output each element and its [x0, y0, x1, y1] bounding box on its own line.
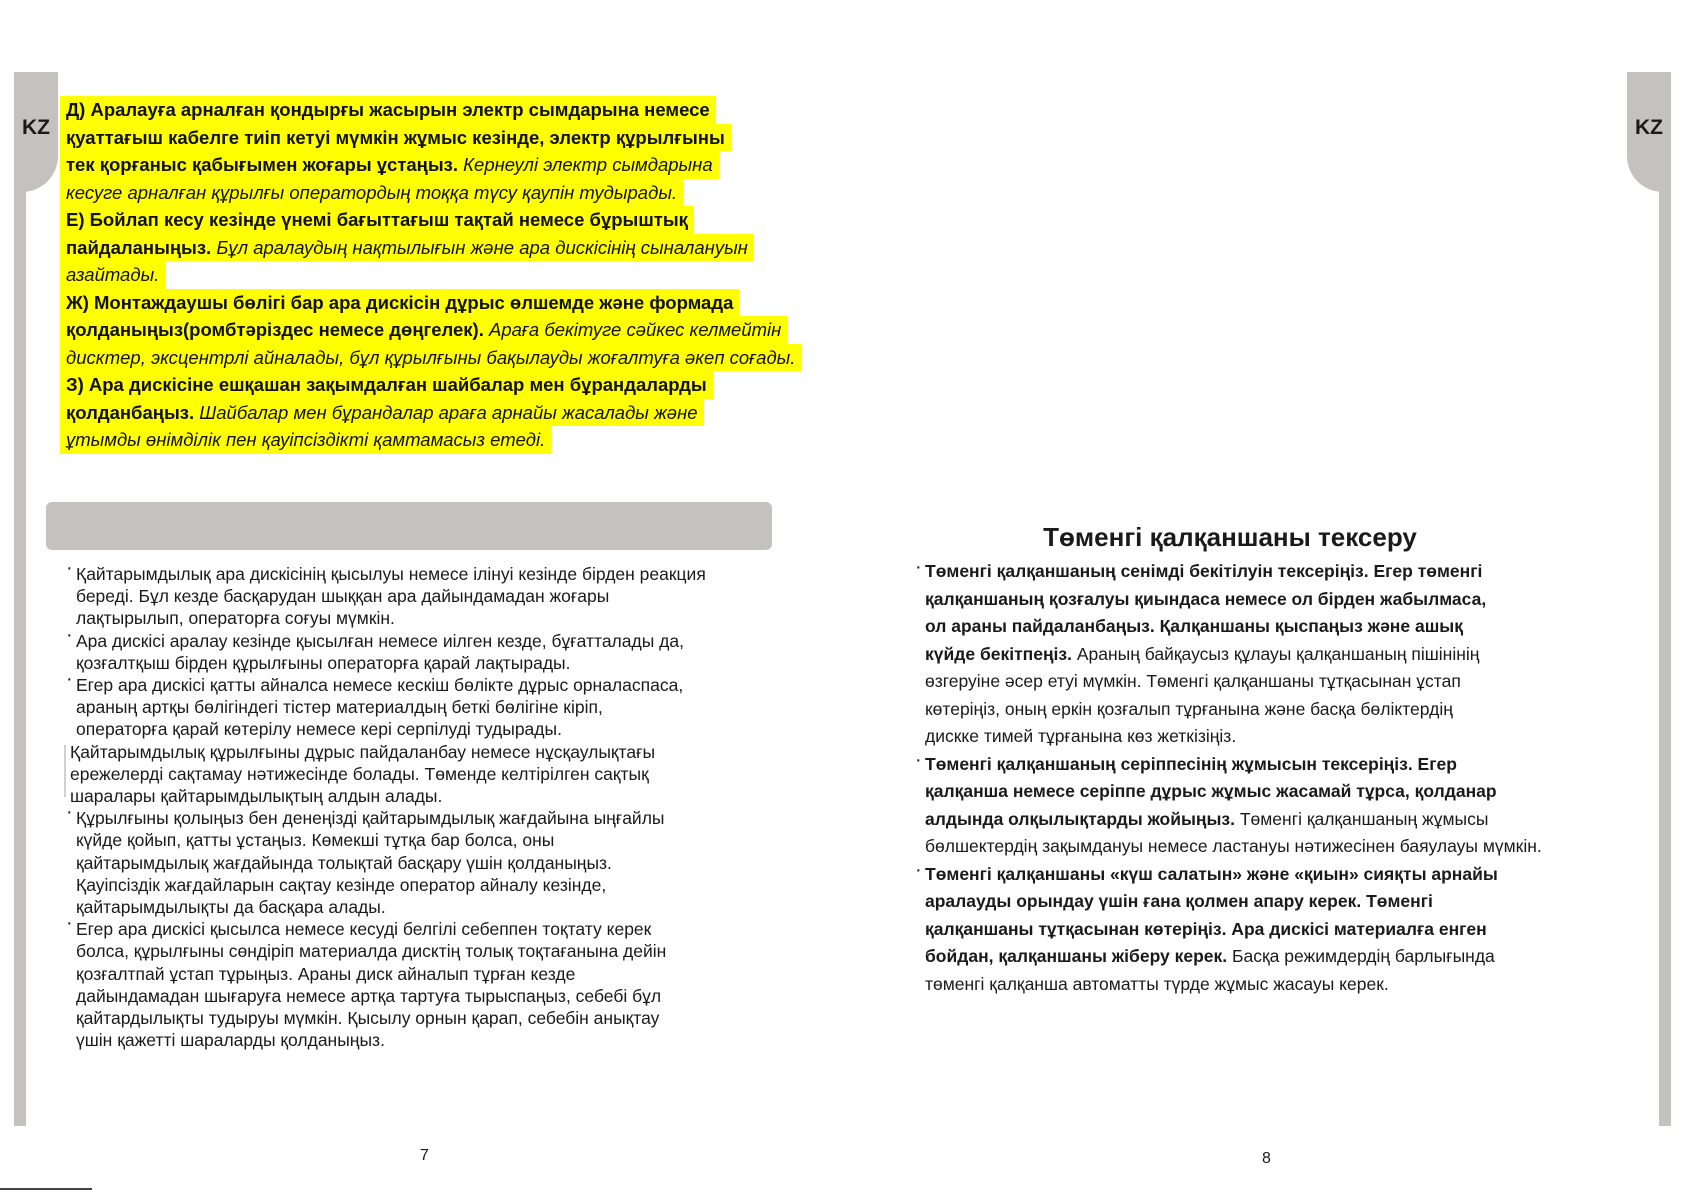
text-run: аралауды орындау үшін ғана қолмен апару керек. Төменгі	[925, 891, 1433, 911]
text-line	[915, 613, 1635, 641]
highlight-mark	[60, 179, 683, 207]
language-tab-left	[14, 72, 58, 1126]
text-run: ұтымды өнімділік пен қауіпсіздікті қамтамасыз етеді.	[66, 429, 546, 450]
text-line	[915, 668, 1635, 696]
text-run: қалқаншаны тұтқасынан көтеріңіз. Ара дискісі материалға енген	[925, 918, 1487, 939]
text-run: кесуге арналған құрылғы оператордың тоққа түсу қаупін тудырады.	[66, 181, 678, 203]
text-run: қолданбаңыз.	[66, 401, 200, 423]
text-line: лақтырылып, операторға соғуы мүмкін.	[76, 608, 395, 629]
text-line	[915, 943, 1635, 971]
text-line: Қауіпсіздік жағдайларын сақтау кезінде оператор айналу кезінде,	[76, 874, 607, 895]
highlight-line	[60, 234, 890, 262]
text-line: ережелерді сақтамау нәтижесінде болады. Төменде келтірілген сақтық	[70, 763, 649, 784]
highlight-line	[60, 426, 890, 454]
text-line: шаралары қайтарымдылықтың алдын алады.	[70, 786, 443, 807]
highlight-mark	[60, 206, 694, 234]
text-run: ол араны пайдаланбаңыз. Қалқаншаны қыспаңыз және ашық	[925, 616, 1463, 636]
text-line: береді. Бұл кезде басқарудан шыққан ара дайындамадан жоғары	[76, 586, 610, 607]
text-run: қуаттағыш кабелге тиіп кетуі мүмкін жұмыс кезінде, электр құрылғыны	[66, 126, 725, 148]
text-run: Төменгі қалқаншаның серіппесінің жұмысын тексеріңіз. Егер	[925, 753, 1457, 774]
text-run: тек қорғаныс қабығымен жоғары ұстаңыз.	[66, 154, 464, 175]
highlight-mark	[60, 124, 731, 152]
highlight-line	[60, 371, 890, 399]
text-run: Бұл аралаудың нақтылығын және ара дискісінің сыналануын	[216, 236, 748, 258]
bullet-item: · Егер ара дискісі қысылса немесе кесуді белгілі себеппен тоқтату керек	[66, 918, 826, 940]
text-run: өзгеруіне әсер етуі мүмкін. Төменгі қалқаншаны тұтқасынан ұстап	[925, 671, 1461, 691]
text-line: Қайтарымдылық құрылғыны дұрыс пайдаланбау немесе нұсқаулықтағы	[70, 741, 656, 762]
highlight-mark	[60, 344, 801, 372]
text-run: Араның байқаусыз құлауы қалқаншаның пішінінің	[1071, 643, 1480, 664]
highlight-line	[60, 289, 890, 317]
highlight-mark	[60, 399, 704, 427]
highlight-line	[60, 344, 890, 372]
text-run: қолданыңыз(ромбтәріздес немесе дөңгелек).	[66, 319, 489, 340]
text-line: күйде қойып, қатты ұстаңыз. Көмекші тұтқа бар болса, оны	[76, 830, 555, 851]
highlight-mark	[60, 151, 719, 179]
highlight-line	[60, 96, 890, 124]
text-run: пайдаланыңыз.	[66, 236, 217, 258]
bullet-item: · Егер ара дискісі қатты айналса немесе кескіш бөлікте дұрыс орналаспаса,	[66, 674, 826, 696]
text-line: араның артқы бөлігіндегі тістер материалдың беткі бөлігіне кіріп,	[76, 697, 603, 718]
text-run: бойдан, қалқаншаны жіберу керек.	[925, 946, 1228, 966]
highlight-line	[60, 179, 890, 207]
text-run: төменгі қалқанша автоматты түрде жұмыс жасауы керек.	[925, 973, 1389, 994]
text-line	[915, 971, 1635, 999]
highlight-line	[60, 399, 890, 427]
text-run: Ж) Монтаждаушы бөлігі бар ара дискісін дұрыс өлшемде және формада	[66, 291, 734, 313]
text-run: З) Ара дискісіне ешқашан зақымдалған шайбалар мен бұрандаларды	[66, 374, 707, 395]
highlight-mark	[60, 96, 716, 124]
text-run: азайтады.	[66, 264, 160, 285]
highlight-mark	[60, 234, 754, 262]
text-line	[915, 888, 1635, 916]
kickback-section	[66, 563, 826, 1051]
right-section-title: Төменгі қалқаншаны тексеру	[1043, 522, 1417, 552]
text-run: көтеріңіз, оның еркін қозғалып тұрғанына және басқа бөліктердің	[925, 698, 1453, 719]
text-line: операторға қарай көтерілу немесе кері серпілуді тудырады.	[76, 719, 562, 740]
text-line	[915, 833, 1635, 861]
text-line: қозғалтқыш бірден құрылғыны операторға қарай лақтырады.	[76, 652, 571, 673]
text-line: қозғалтпай ұстап тұрыңыз. Араны диск айналып тұрған кезде	[76, 963, 576, 984]
text-line	[915, 778, 1635, 806]
text-run: қалқаншаның қозғалуы қиындаса немесе ол бірден жабылмаса,	[925, 588, 1487, 609]
highlight-line	[60, 206, 890, 234]
highlight-mark	[60, 426, 551, 454]
bullet-item	[915, 751, 1635, 779]
text-run: қалқанша немесе серіппе дұрыс жұмыс жасамай тұрса, қолданар	[925, 781, 1497, 801]
text-run: Д) Аралауға арналған қондырғы жасырын электр сымдарына немесе	[66, 99, 710, 120]
text-line	[915, 586, 1635, 614]
text-line	[915, 806, 1635, 834]
highlight-mark	[60, 261, 165, 289]
text-line	[915, 916, 1635, 944]
bullet-item: · Қайтарымдылық ара дискісінің қысылуы немесе ілінуі кезінде бірден реакция	[66, 563, 826, 585]
text-line: үшін қажетті шараларды қолданыңыз.	[76, 1030, 385, 1051]
text-line	[915, 641, 1635, 669]
bullet-item: · Құрылғыны қолыңыз бен денеңізді қайтарымдылық жағдайына ыңғайлы	[66, 807, 826, 829]
highlight-line	[60, 261, 890, 289]
bullet-item	[915, 861, 1635, 889]
text-run: Төменгі қалқаншаны «күш салатын» және «қиын» сияқты арнайы	[925, 863, 1498, 884]
text-run: Е) Бойлап кесу кезінде үнемі бағыттағыш тақтай немесе бұрыштық	[66, 209, 688, 230]
bullet-item: · Ара дискісі аралау кезінде қысылған немесе иілген кезде, бұғатталады да,	[66, 630, 826, 652]
highlight-line	[60, 316, 890, 344]
corner-mark	[0, 1188, 92, 1190]
text-run: Кернеулі электр сымдарына	[463, 154, 713, 175]
language-tab-left-label: KZ	[22, 116, 50, 139]
highlighted-safety-block	[60, 96, 890, 454]
text-line	[915, 723, 1635, 751]
text-run: дисктер, эксцентрлі айналады, бұл құрылғыны бақылауды жоғалтуға әкеп соғады.	[66, 346, 796, 368]
text-run: күйде бекітпеңіз.	[925, 643, 1072, 664]
text-line: қайтарымдылықты да басқара алады.	[76, 897, 386, 918]
language-tab-right-label: KZ	[1635, 116, 1663, 139]
text-run: Басқа режимдердің барлығында	[1227, 946, 1495, 966]
text-line	[915, 696, 1635, 724]
section-header-bar	[46, 502, 772, 550]
text-run: Шайбалар мен бұрандалар араға арнайы жасалады және	[199, 401, 698, 423]
lower-guard-section	[915, 558, 1635, 998]
highlight-mark	[60, 316, 787, 344]
text-line: қайтардылықты тудыруы мүмкін. Қысылу орнын қарап, себебін анықтау	[76, 1008, 660, 1029]
text-run: Төменгі қалқаншаның сенімді бекітілуін тексеріңіз. Егер төменгі	[925, 561, 1483, 581]
text-line: болса, құрылғыны сөндіріп материалда дисктің толық тоқтағанына дейін	[76, 941, 667, 962]
text-run: дискке тимей тұрғанына көз жеткізіңіз.	[925, 726, 1237, 746]
highlight-mark	[60, 371, 713, 399]
text-line: дайындамадан шығаруға немесе артқа тартуға тырыспаңыз, себебі бұл	[76, 985, 662, 1006]
page-number-left: 7	[420, 1147, 429, 1164]
highlight-mark	[60, 289, 739, 317]
text-run: Төменгі қалқаншаның жұмысы	[1234, 808, 1489, 829]
highlight-line	[60, 124, 890, 152]
text-run: алдында олқылықтарды жойыңыз.	[925, 808, 1235, 829]
text-run: бөлшектердің зақымдануы немесе ластануы нәтижесінен баяулауы мүмкін.	[925, 836, 1542, 856]
text-line: қайтарымдылық жағдайында толықтай басқару үшін қолданыңыз.	[76, 852, 612, 873]
text-run: Араға бекітуге сәйкес келмейтін	[489, 319, 782, 340]
page-number-right: 8	[1262, 1150, 1271, 1167]
bullet-item	[915, 558, 1635, 586]
highlight-line	[60, 151, 890, 179]
